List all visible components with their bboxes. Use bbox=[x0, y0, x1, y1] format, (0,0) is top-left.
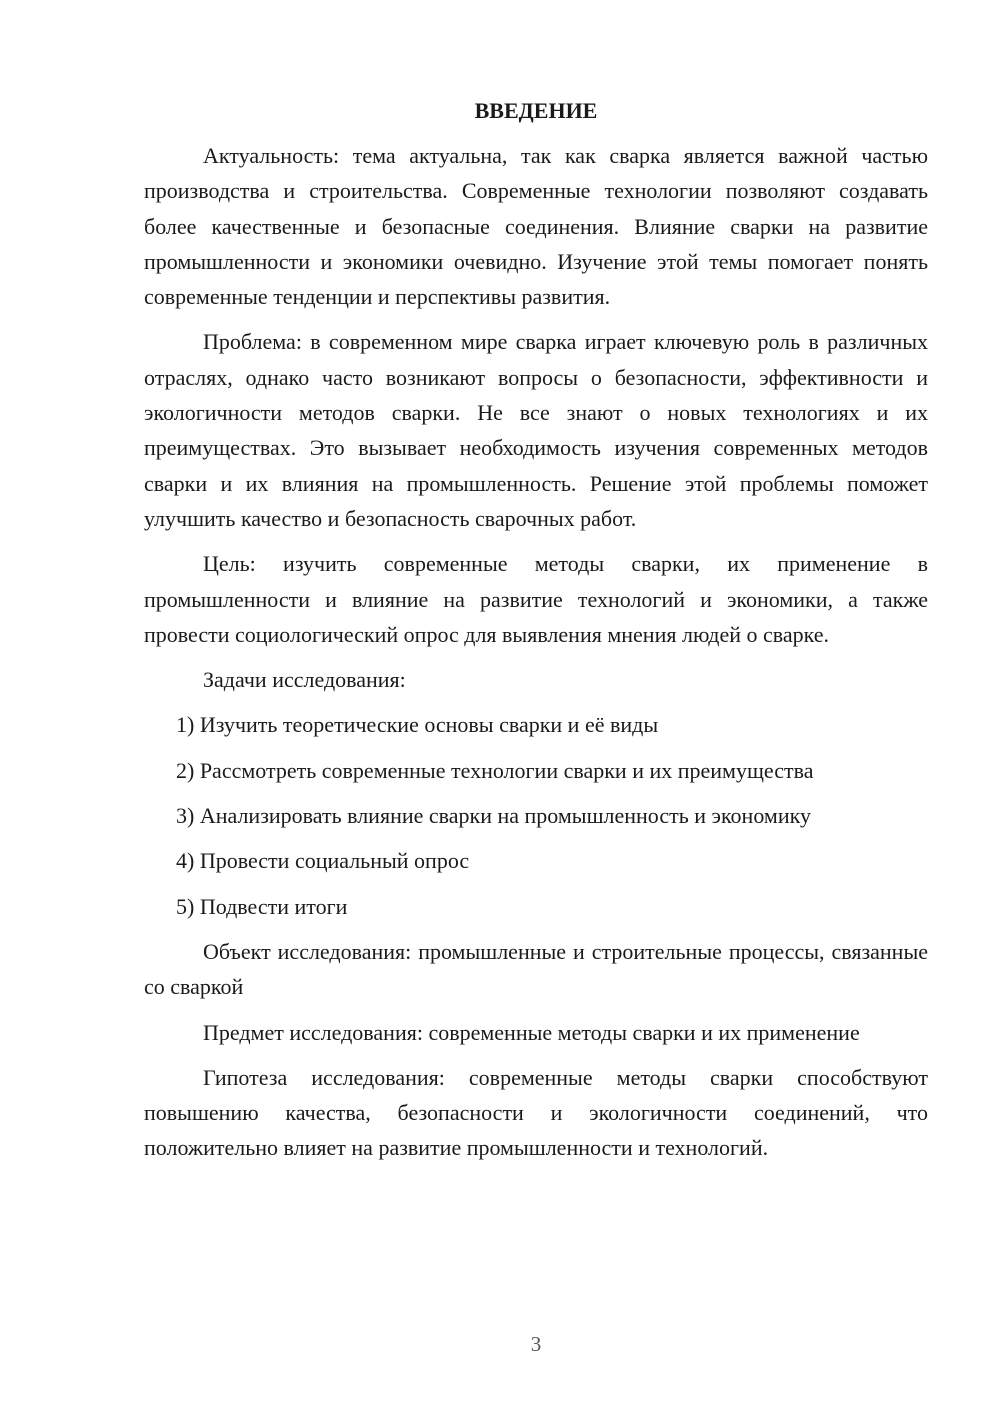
paragraph-goal: Цель: изучить современные методы сварки, их применение в промышленности и влияние на развитие технологий и экономики, а также провести социологический опрос для выявления мнения людей о сварке. bbox=[144, 551, 928, 647]
paragraph-object: Объект исследования: промышленные и строительные процессы, связанные со сваркой bbox=[144, 938, 928, 1000]
task-item: 1) Изучить теоретические основы сварки и её виды bbox=[176, 712, 659, 738]
paragraph-hypothesis: Гипотеза исследования: современные методы сварки способствуют повышению качества, безопасности и экологичности соединений, что положительно влияет на развитие промышленности и технологий. bbox=[144, 1064, 928, 1161]
paragraph-subject: Предмет исследования: современные методы сварки и их применение bbox=[203, 1019, 860, 1045]
paragraph-relevance: Актуальность: тема актуальна, так как сварка является важной частью производства и строительства. Современные технологии позволяют создавать более качественные и безопасные соединения. Влияние сварки на развитие промышленности и экономики очевидно. Изучение этой темы помогает понять современные тенденции и перспективы развития. bbox=[144, 143, 928, 310]
tasks-list bbox=[144, 707, 928, 923]
section-title: ВВЕДЕНИЕ bbox=[474, 98, 598, 123]
page-content bbox=[144, 96, 928, 1176]
task-item: 4) Провести социальный опрос bbox=[176, 848, 470, 874]
task-item: 5) Подвести итоги bbox=[176, 893, 348, 919]
task-item: 2) Рассмотреть современные технологии сварки и их преимущества bbox=[176, 757, 814, 783]
task-item: 3) Анализировать влияние сварки на промышленность и экономику bbox=[176, 803, 811, 829]
tasks-heading: Задачи исследования: bbox=[203, 667, 406, 693]
page-number: 3 bbox=[530, 1332, 542, 1356]
paragraph-problem: Проблема: в современном мире сварка играет ключевую роль в различных отраслях, однако часто возникают вопросы о безопасности, эффективности и экологичности методов сварки. Не все знают о новых технологиях и их преимуществах. Это вызывает необходимость изучения современных методов сварки и их влияния на промышленность. Решение этой проблемы поможет улучшить качество и безопасность сварочных работ. bbox=[144, 329, 928, 531]
